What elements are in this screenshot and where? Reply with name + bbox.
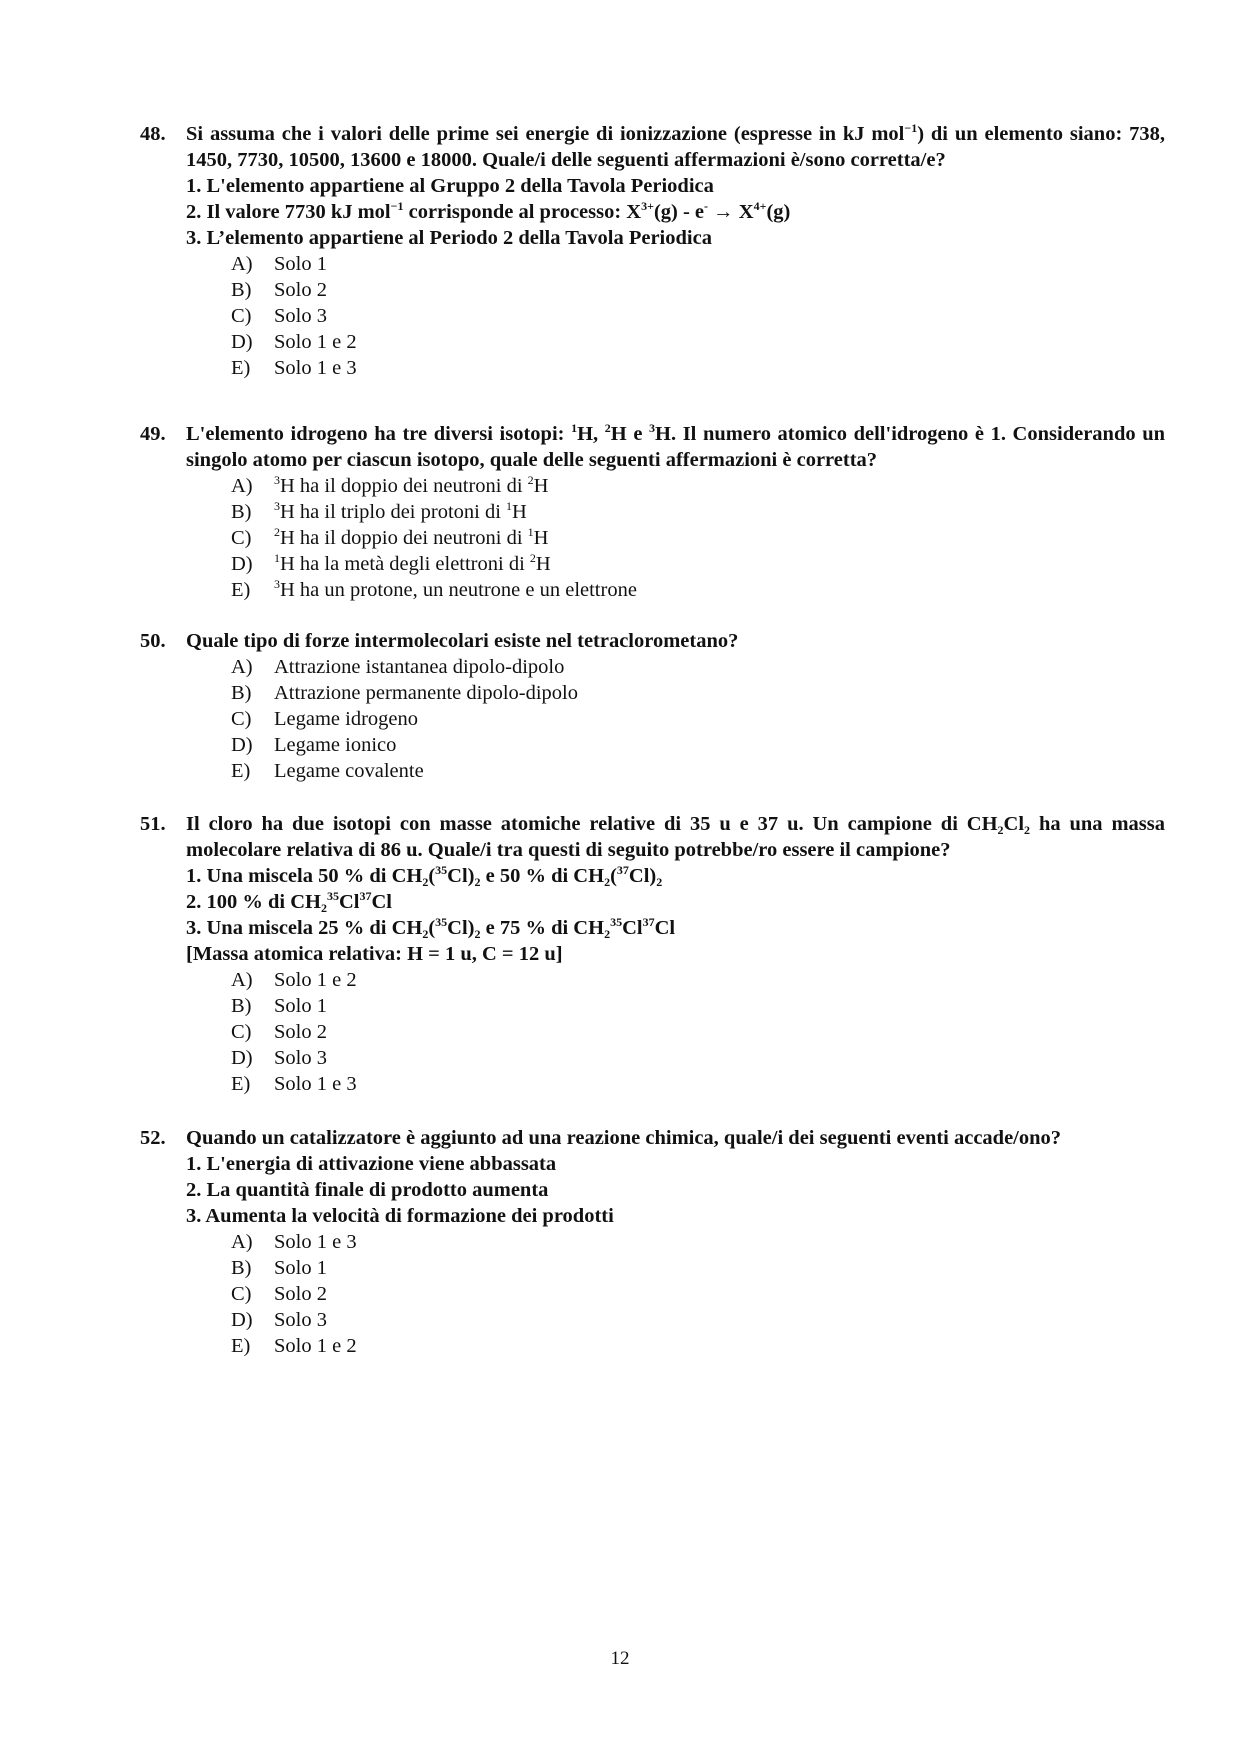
answer-options (140, 473, 1165, 603)
option-letter: A) (231, 253, 253, 275)
statement-1: 1. Una miscela 50 % di $CH_2(^{35}Cl)_2$ e 50 % di $CH_2(^{37}Cl)_2$ (186, 863, 663, 889)
option-text: Solo 1 e 3 (274, 357, 357, 379)
question-52 (140, 1125, 1165, 1359)
question-number: 49. (140, 423, 166, 445)
question-number: 52. (140, 1127, 166, 1149)
option-a[interactable] (231, 1229, 1165, 1255)
option-text: Attrazione istantanea dipolo-dipolo (274, 656, 565, 678)
question-49 (140, 421, 1165, 603)
question-stem: Il cloro ha due isotopi con masse atomiche relative di 35 u e 37 u. Un campione di $CH_2Cl_2$ ha una massa molecolare relativa di 86 u. Quale/i tra questi di seguito potrebbe/ro essere il campione? (186, 813, 1165, 861)
option-text: Solo 3 (274, 1309, 327, 1331)
answer-options (140, 967, 1165, 1097)
statement-3: 3. L’elemento appartiene al Periodo 2 della Tavola Periodica (186, 227, 712, 249)
option-d[interactable] (231, 1307, 1165, 1333)
statement-1: 1. L'elemento appartiene al Gruppo 2 della Tavola Periodica (186, 175, 714, 197)
question-stem: Si assuma che i valori delle prime sei energie di ionizzazione (espresse in kJ mol$^{-1}$) di un elemento siano: 738, 1450, 7730, 10500, 13600 e 18000. Quale/i delle seguenti affermazioni è/sono corretta/e? (186, 121, 1165, 171)
option-letter: C) (231, 1283, 252, 1305)
option-b[interactable] (231, 499, 1165, 525)
question-number: 48. (140, 123, 166, 145)
option-text: Solo 3 (274, 305, 327, 327)
option-letter: C) (231, 1021, 252, 1043)
given-data-note: [Massa atomica relativa: H = 1 u, C = 12 u] (186, 943, 563, 965)
option-letter: D) (231, 553, 253, 575)
option-a[interactable] (231, 967, 1165, 993)
option-text: Solo 1 (274, 1257, 327, 1279)
option-text: $^3$H ha il doppio dei neutroni di $^2$H (274, 473, 549, 497)
option-letter: A) (231, 475, 253, 497)
question-stem: L'elemento idrogeno ha tre diversi isotopi: $^1$H, $^2$H e $^3$H. Il numero atomico dell'idrogeno è 1. Considerando un singolo atomo per ciascun isotopo, quale delle seguenti affermazioni è corretta? (186, 421, 1166, 471)
option-a[interactable] (231, 473, 1165, 499)
answer-options (140, 1229, 1165, 1359)
question-number: 50. (140, 630, 166, 652)
option-text: Solo 2 (274, 1021, 327, 1043)
option-c[interactable] (231, 303, 1165, 329)
statement-2: 2. Il valore 7730 kJ mol$^{-1}$ corrisponde al processo: $X^{3+}(g) - e^- \to X^{4+}(g)$ (186, 199, 791, 223)
option-letter: E) (231, 760, 251, 782)
statement-2: 2. La quantità finale di prodotto aumenta (186, 1179, 549, 1201)
statement-2: 2. 100 % di $CH_2^{35}Cl^{37}Cl$ (186, 889, 392, 915)
option-text: $^2$H ha il doppio dei neutroni di $^1$H (274, 525, 549, 549)
option-letter: D) (231, 331, 253, 353)
option-letter: E) (231, 1335, 251, 1357)
option-e[interactable] (231, 1071, 1165, 1097)
question-number: 51. (140, 813, 166, 835)
option-text: Solo 1 e 3 (274, 1073, 357, 1095)
option-text: Attrazione permanente dipolo-dipolo (274, 682, 578, 704)
option-letter: B) (231, 1257, 252, 1279)
page-number: 12 (610, 1648, 630, 1669)
option-text: Solo 1 e 3 (274, 1231, 357, 1253)
option-letter: B) (231, 682, 252, 704)
option-text: Solo 1 e 2 (274, 969, 357, 991)
option-letter: C) (231, 305, 252, 327)
option-letter: D) (231, 1047, 253, 1069)
option-c[interactable] (231, 525, 1165, 551)
option-d[interactable] (231, 732, 1165, 758)
option-b[interactable] (231, 680, 1165, 706)
option-c[interactable] (231, 706, 1165, 732)
option-a[interactable] (231, 654, 1165, 680)
option-b[interactable] (231, 1255, 1165, 1281)
option-letter: E) (231, 579, 251, 601)
option-text: Solo 1 e 2 (274, 331, 357, 353)
option-letter: D) (231, 1309, 253, 1331)
option-letter: A) (231, 969, 253, 991)
option-text: Solo 2 (274, 1283, 327, 1305)
question-51 (140, 811, 1165, 1097)
option-text: Solo 1 (274, 253, 327, 275)
option-c[interactable] (231, 1019, 1165, 1045)
option-e[interactable] (231, 758, 1165, 784)
option-text: Legame idrogeno (274, 708, 419, 730)
option-a[interactable] (231, 251, 1165, 277)
option-e[interactable] (231, 1333, 1165, 1359)
option-d[interactable] (231, 1045, 1165, 1071)
option-letter: E) (231, 1073, 251, 1095)
option-text: Solo 2 (274, 279, 327, 301)
question-50 (140, 628, 1165, 784)
option-e[interactable] (231, 355, 1165, 381)
option-letter: E) (231, 357, 251, 379)
option-text: Legame covalente (274, 760, 424, 782)
option-letter: D) (231, 734, 253, 756)
option-c[interactable] (231, 1281, 1165, 1307)
option-text: Solo 1 (274, 995, 327, 1017)
option-letter: A) (231, 656, 253, 678)
answer-options (140, 654, 1165, 784)
option-e[interactable] (231, 577, 1165, 603)
statement-1: 1. L'energia di attivazione viene abbassata (186, 1153, 557, 1175)
option-text: $^3$H ha il triplo dei protoni di $^1$H (274, 499, 527, 523)
statement-3: 3. Aumenta la velocità di formazione dei prodotti (186, 1205, 614, 1227)
option-text: Solo 3 (274, 1047, 327, 1069)
option-letter: C) (231, 527, 252, 549)
option-text: Solo 1 e 2 (274, 1335, 357, 1357)
option-d[interactable] (231, 551, 1165, 577)
option-b[interactable] (231, 277, 1165, 303)
statement-3: 3. Una miscela 25 % di $CH_2(^{35}Cl)_2$ e 75 % di $CH_2^{35}Cl^{37}Cl$ (186, 915, 676, 941)
option-text: $^3$H ha un protone, un neutrone e un elettrone (274, 577, 637, 601)
question-stem: Quando un catalizzatore è aggiunto ad una reazione chimica, quale/i dei seguenti eventi accade/ono? (186, 1127, 1062, 1149)
option-letter: B) (231, 501, 252, 523)
option-text: Legame ionico (274, 734, 397, 756)
option-d[interactable] (231, 329, 1165, 355)
question-48 (140, 121, 1165, 381)
option-letter: B) (231, 995, 252, 1017)
option-letter: C) (231, 708, 252, 730)
option-b[interactable] (231, 993, 1165, 1019)
answer-options (140, 251, 1165, 381)
option-text: $^1$H ha la metà degli elettroni di $^2$H (274, 551, 551, 575)
option-letter: B) (231, 279, 252, 301)
option-letter: A) (231, 1231, 253, 1253)
question-stem: Quale tipo di forze intermolecolari esiste nel tetraclorometano? (186, 630, 739, 652)
